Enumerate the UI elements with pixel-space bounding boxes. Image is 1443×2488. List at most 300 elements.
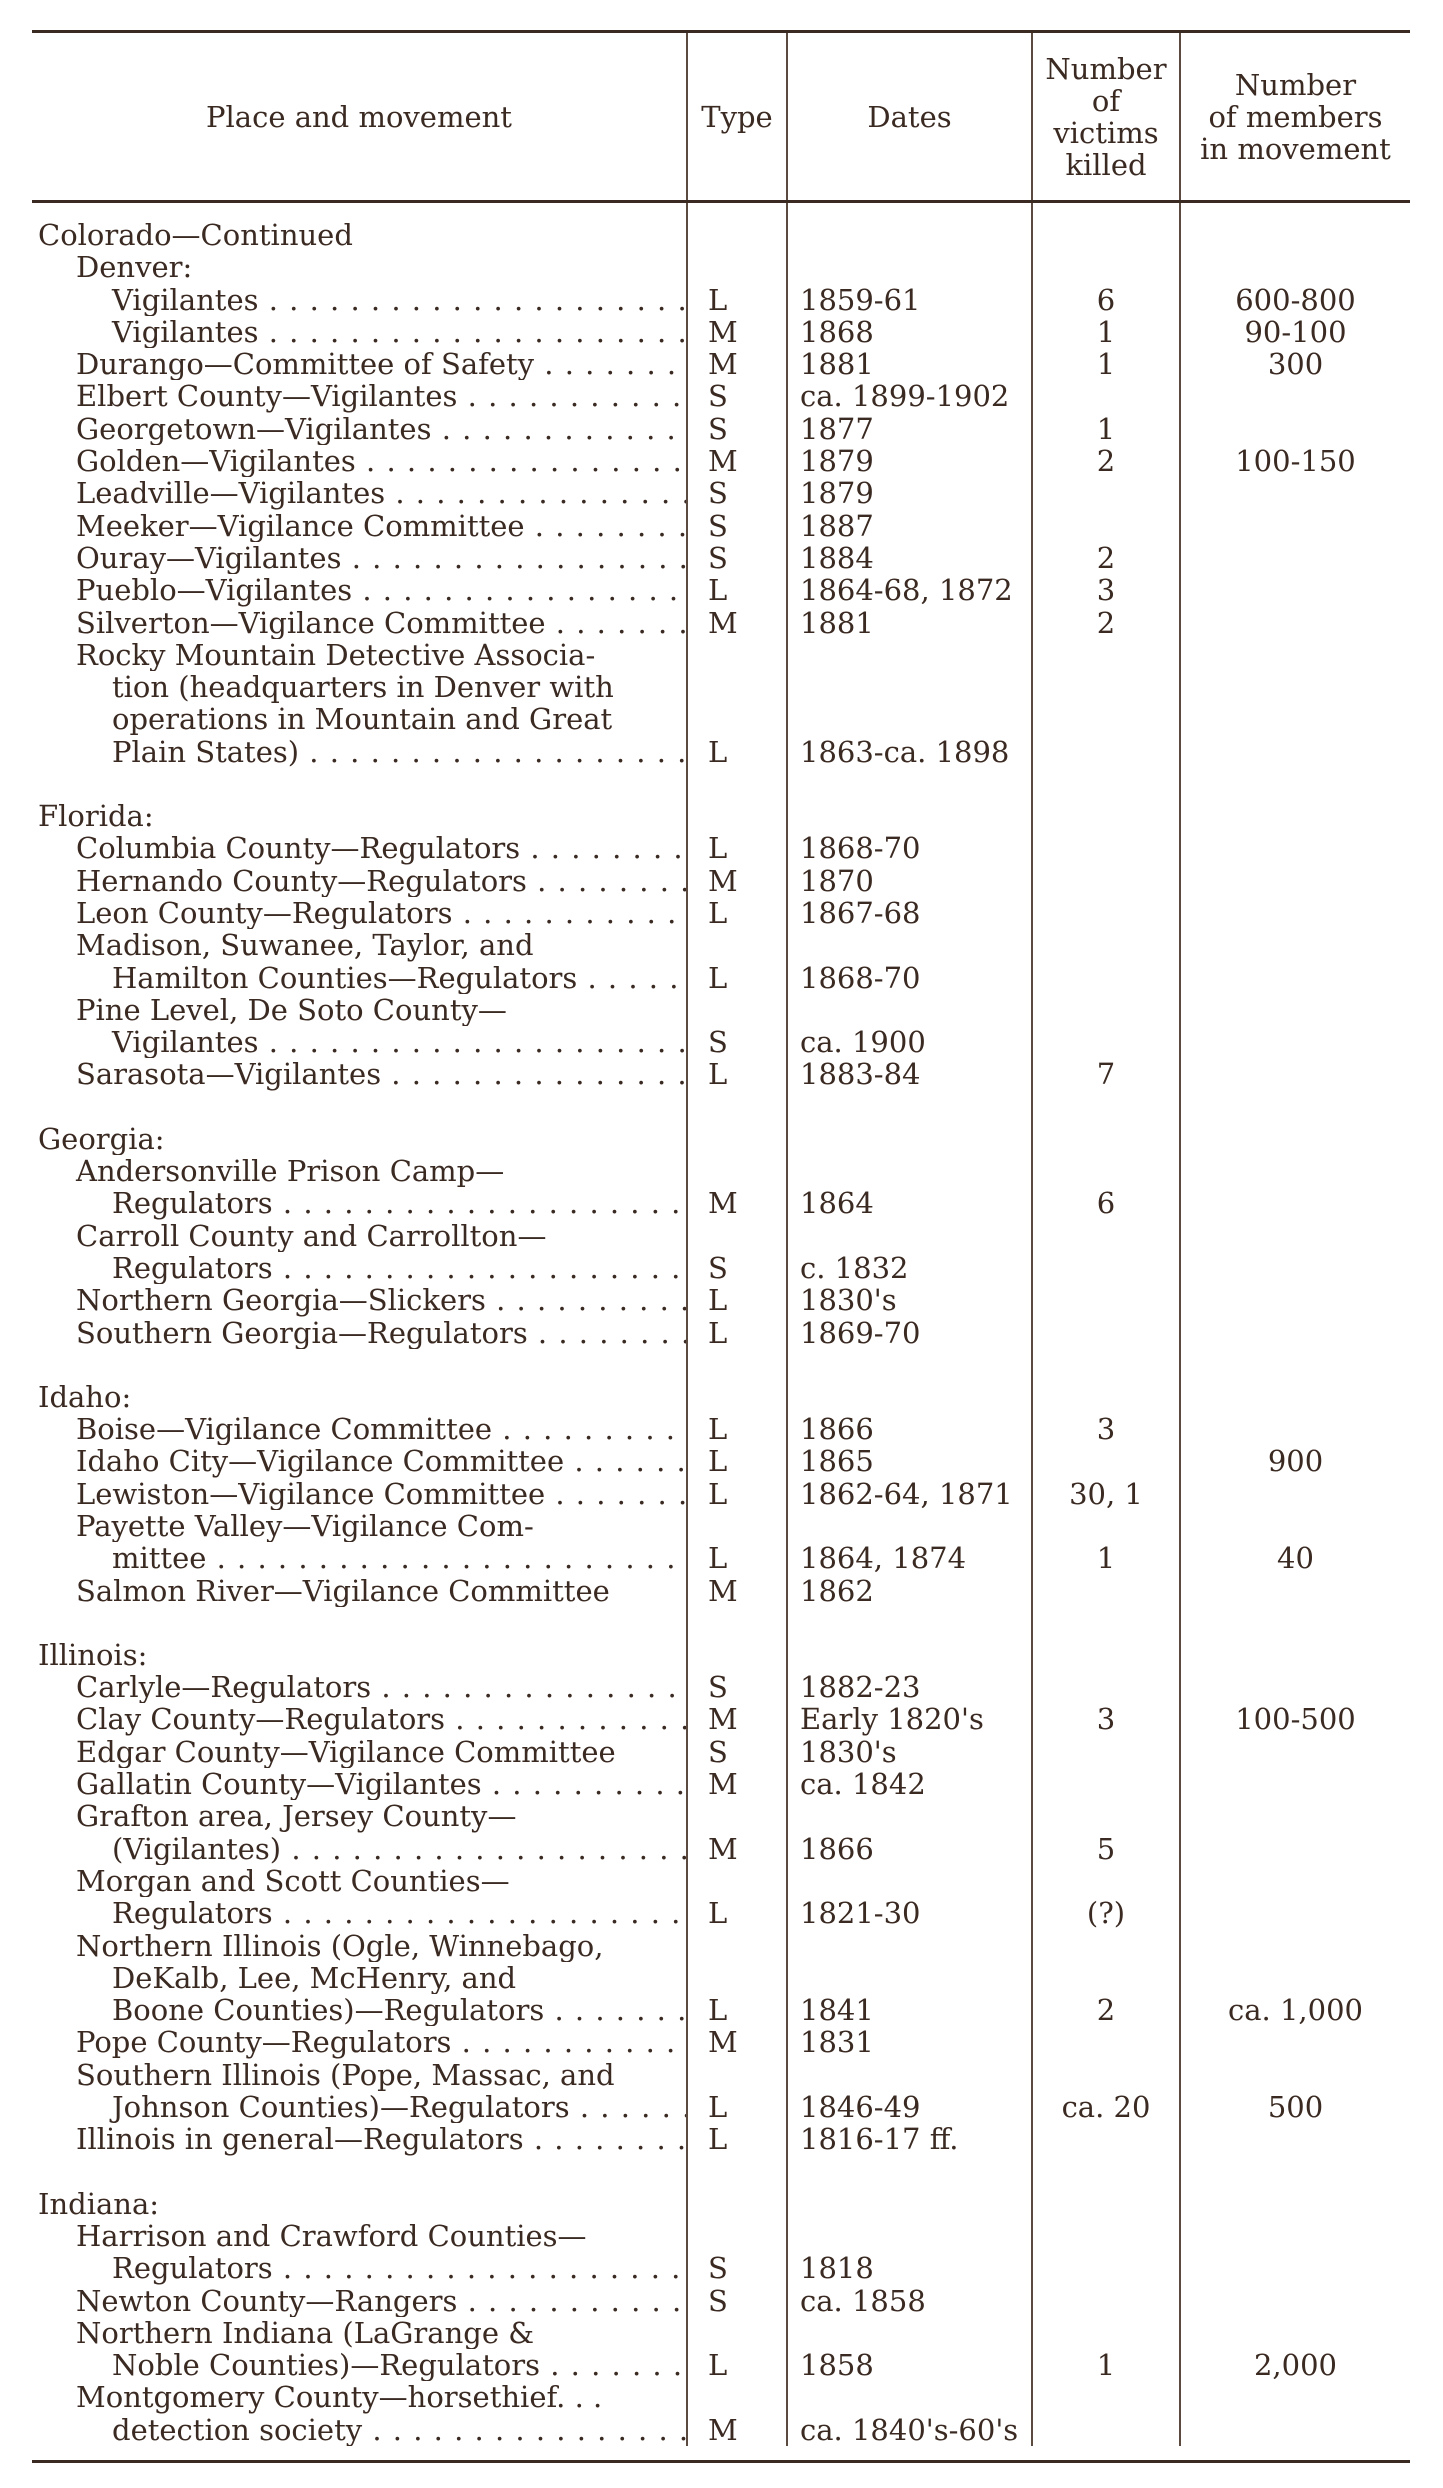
type-cell: [687, 1768, 787, 1800]
type-cell: [687, 1381, 787, 1413]
members-cell-text: 40: [1277, 1541, 1314, 1576]
members-cell: [1180, 736, 1410, 768]
victims-cell: [1032, 2091, 1180, 2123]
type-cell: [687, 1703, 787, 1735]
type-cell: [687, 962, 787, 994]
header-victims-line: Number: [1045, 51, 1167, 86]
type-cell-text: M: [708, 347, 738, 382]
victims-cell: [1032, 962, 1180, 994]
type-cell-text: M: [708, 863, 738, 898]
place-cell: [32, 1349, 687, 1381]
table-row: [32, 251, 1410, 283]
dates-cell-text: 1841: [800, 1993, 874, 2028]
section-gap: [32, 1091, 1410, 1123]
type-cell: [687, 1736, 787, 1768]
members-cell: [1180, 1833, 1410, 1865]
dates-cell: [787, 1349, 1032, 1381]
victims-cell: [1032, 994, 1180, 1026]
type-cell-text: L: [708, 2122, 728, 2157]
state-heading-row: [32, 1381, 1410, 1413]
victims-cell: [1032, 1510, 1180, 1542]
victims-cell-text: 3: [1096, 1702, 1116, 1737]
place-cell-text: Hernando County—Regulators . . .: [76, 865, 687, 897]
type-cell-text: L: [708, 2348, 728, 2383]
dates-cell: [787, 768, 1032, 800]
type-cell: [687, 703, 787, 735]
type-cell: [687, 1542, 787, 1574]
type-cell: [687, 2059, 787, 2091]
members-cell: [1180, 2188, 1410, 2220]
place-cell: [32, 1220, 687, 1252]
table-row: [32, 703, 1410, 735]
members-cell: [1180, 1865, 1410, 1897]
type-cell-text: S: [708, 2283, 728, 2318]
victims-cell: [1032, 1575, 1180, 1607]
place-cell-text: Clay County—Regulators . . .: [76, 1703, 687, 1735]
table-row: [32, 607, 1410, 639]
dates-cell-text: 1864, 1874: [800, 1541, 967, 1576]
dates-cell: [787, 1639, 1032, 1671]
victims-cell-text: 6: [1096, 1186, 1116, 1221]
victims-cell: [1032, 2188, 1180, 2220]
members-cell: [1180, 1542, 1410, 1574]
members-cell: [1180, 1962, 1410, 1994]
place-cell: [32, 380, 687, 412]
state-name: [32, 219, 687, 251]
table-row: [32, 1155, 1410, 1187]
header-place-and-movement: Place and movement: [32, 32, 687, 202]
members-cell-text: 300: [1267, 347, 1324, 382]
victims-cell: [1032, 1284, 1180, 1316]
members-cell: [1180, 2059, 1410, 2091]
place-cell-text: Vigilantes . . .: [112, 316, 687, 348]
victims-cell: [1032, 832, 1180, 864]
victims-cell: [1032, 2026, 1180, 2058]
type-cell: [687, 1607, 787, 1639]
table-row: [32, 2414, 1410, 2446]
type-cell-text: L: [708, 734, 728, 769]
members-cell: [1180, 2123, 1410, 2155]
place-cell-text: Lewiston—Vigilance Committee . . .: [76, 1478, 687, 1510]
victims-cell: [1032, 897, 1180, 929]
table-row: [32, 1317, 1410, 1349]
victims-cell: [1032, 1865, 1180, 1897]
victims-cell: [1032, 284, 1180, 316]
place-cell: [32, 1026, 687, 1058]
victims-cell: [1032, 2059, 1180, 2091]
members-cell: [1180, 316, 1410, 348]
type-cell: [687, 2285, 787, 2317]
dates-cell-text: 1830's: [800, 1283, 897, 1318]
header-members-line: in movement: [1200, 131, 1391, 166]
dates-cell: [787, 510, 1032, 542]
members-cell: [1180, 2414, 1410, 2446]
table-row: [32, 2349, 1410, 2381]
type-cell-text: S: [708, 540, 728, 575]
place-cell: [32, 1607, 687, 1639]
place-cell-text: Southern Georgia—Regulators . . .: [76, 1317, 687, 1349]
header-victims-line: killed: [1065, 147, 1147, 182]
victims-cell: [1032, 1800, 1180, 1832]
dates-cell-text: 1866: [800, 1831, 874, 1866]
vigilante-movements-table: [32, 30, 1410, 2463]
table-row: [32, 994, 1410, 1026]
dates-cell: [787, 994, 1032, 1026]
state-heading-row: [32, 800, 1410, 832]
dates-cell: [787, 1800, 1032, 1832]
victims-cell: [1032, 1736, 1180, 1768]
state-name: [32, 2188, 687, 2220]
victims-cell: [1032, 1930, 1180, 1962]
table-row: [32, 2252, 1410, 2284]
type-cell-text: L: [708, 1412, 728, 1447]
victims-cell: [1032, 413, 1180, 445]
type-cell-text: S: [708, 508, 728, 543]
place-cell-text: operations in Mountain and Great: [112, 703, 613, 736]
place-cell: [32, 510, 687, 542]
dates-cell: [787, 1220, 1032, 1252]
dates-cell: [787, 1768, 1032, 1800]
table-row: [32, 2059, 1410, 2091]
members-cell: [1180, 929, 1410, 961]
state-heading-row: [32, 2188, 1410, 2220]
type-cell: [687, 1155, 787, 1187]
members-cell: [1180, 1026, 1410, 1058]
type-cell-text: S: [708, 1734, 728, 1769]
table-row: [32, 316, 1410, 348]
dates-cell: [787, 2188, 1032, 2220]
members-cell: [1180, 1671, 1410, 1703]
header-members-in-movement: [1180, 32, 1410, 202]
type-cell: [687, 639, 787, 671]
members-cell: [1180, 1575, 1410, 1607]
dates-cell-text: 1864-68, 1872: [800, 573, 1013, 608]
place-cell: [32, 1155, 687, 1187]
type-cell: [687, 380, 787, 412]
dates-cell-text: 1864: [800, 1186, 874, 1221]
type-cell-text: L: [708, 1896, 728, 1931]
victims-cell-text: 5: [1096, 1831, 1116, 1866]
place-cell: [32, 1800, 687, 1832]
table-body: [32, 202, 1410, 2447]
type-cell-text: M: [708, 2025, 738, 2060]
victims-cell: [1032, 2156, 1180, 2188]
dates-cell-text: Early 1820's: [800, 1702, 984, 1737]
place-cell: [32, 2252, 687, 2284]
place-cell: [32, 2349, 687, 2381]
dates-cell: [787, 897, 1032, 929]
type-cell: [687, 1349, 787, 1381]
dates-cell: [787, 2317, 1032, 2349]
dates-cell: [787, 2414, 1032, 2446]
members-cell: [1180, 865, 1410, 897]
dates-cell: [787, 380, 1032, 412]
victims-cell: [1032, 1542, 1180, 1574]
dates-cell-text: 1862: [800, 1573, 874, 1608]
dates-cell-text: 1881: [800, 347, 874, 382]
victims-cell: [1032, 380, 1180, 412]
victims-cell: [1032, 219, 1180, 251]
type-cell-text: L: [708, 1315, 728, 1350]
members-cell: [1180, 477, 1410, 509]
members-cell-text: 600-800: [1235, 282, 1356, 317]
table-row: [32, 413, 1410, 445]
place-cell: [32, 832, 687, 864]
place-cell: [32, 1542, 687, 1574]
members-cell-text: 90-100: [1244, 314, 1347, 349]
dates-cell: [787, 929, 1032, 961]
victims-cell: [1032, 251, 1180, 283]
members-cell-text: ca. 1,000: [1228, 1993, 1363, 2028]
table-row: [32, 1930, 1410, 1962]
members-cell: [1180, 832, 1410, 864]
dates-cell-text: 1865: [800, 1444, 874, 1479]
type-cell: [687, 2026, 787, 2058]
place-cell-text: Regulators . . .: [112, 1252, 687, 1284]
dates-cell: [787, 1703, 1032, 1735]
type-cell-text: S: [708, 1250, 728, 1285]
place-cell-text: Boone Counties)—Regulators . . .: [112, 1994, 687, 2026]
type-cell: [687, 929, 787, 961]
victims-cell-text: 1: [1096, 314, 1116, 349]
table-row: [32, 1671, 1410, 1703]
victims-cell: [1032, 348, 1180, 380]
table-row: [32, 1800, 1410, 1832]
victims-cell-text: 2: [1096, 1993, 1116, 2028]
table-row: [32, 865, 1410, 897]
header-members-line: Number: [1234, 67, 1357, 102]
dates-cell-text: ca. 1900: [800, 1025, 926, 1060]
place-cell: [32, 251, 687, 283]
victims-cell-text: 2: [1096, 605, 1116, 640]
place-cell-text: Pope County—Regulators . . .: [76, 2026, 687, 2058]
place-cell: [32, 1187, 687, 1219]
table-row: [32, 1284, 1410, 1316]
dates-cell: [787, 962, 1032, 994]
type-cell-text: L: [708, 2090, 728, 2125]
dates-cell-text: 1858: [800, 2348, 874, 2383]
place-cell-text: Silverton—Vigilance Committee . . .: [76, 607, 687, 639]
dates-cell: [787, 1058, 1032, 1090]
place-cell: [32, 768, 687, 800]
place-cell: [32, 1833, 687, 1865]
state-name-text: Indiana:: [38, 2187, 159, 2220]
victims-cell-text: 1: [1096, 347, 1116, 382]
dates-cell: [787, 1123, 1032, 1155]
header-dates: Dates: [787, 32, 1032, 202]
victims-cell: [1032, 1187, 1180, 1219]
dates-cell: [787, 1833, 1032, 1865]
type-cell: [687, 865, 787, 897]
members-cell: [1180, 671, 1410, 703]
members-cell: [1180, 2317, 1410, 2349]
type-cell: [687, 1123, 787, 1155]
table-row: [32, 1833, 1410, 1865]
table-row: [32, 929, 1410, 961]
type-cell: [687, 2349, 787, 2381]
victims-cell-text: ca. 20: [1061, 2090, 1151, 2125]
dates-cell: [787, 2252, 1032, 2284]
dates-cell: [787, 574, 1032, 606]
table-row: [32, 1058, 1410, 1090]
dates-cell: [787, 800, 1032, 832]
dates-cell: [787, 607, 1032, 639]
victims-cell: [1032, 2381, 1180, 2413]
header-type: Type: [687, 32, 787, 202]
type-cell: [687, 832, 787, 864]
place-cell: [32, 1284, 687, 1316]
table-row: [32, 380, 1410, 412]
victims-cell: [1032, 1897, 1180, 1929]
dates-cell: [787, 1252, 1032, 1284]
members-cell: [1180, 574, 1410, 606]
place-cell-text: Vigilantes . . .: [112, 284, 687, 316]
table-row: [32, 348, 1410, 380]
place-cell: [32, 1252, 687, 1284]
victims-cell: [1032, 1445, 1180, 1477]
table-row: [32, 1026, 1410, 1058]
type-cell: [687, 1962, 787, 1994]
dates-cell: [787, 1671, 1032, 1703]
place-cell-text: Salmon River—Vigilance Committee: [76, 1574, 610, 1607]
dates-cell-text: 1859-61: [800, 282, 921, 317]
place-cell-text: Morgan and Scott Counties—: [76, 1864, 510, 1898]
members-cell: [1180, 1445, 1410, 1477]
type-cell: [687, 284, 787, 316]
victims-cell-text: 7: [1096, 1057, 1116, 1092]
victims-cell: [1032, 639, 1180, 671]
type-cell: [687, 1413, 787, 1445]
header-victims-line: of: [1091, 83, 1121, 118]
victims-cell: [1032, 1994, 1180, 2026]
place-cell-text: Regulators . . .: [112, 1897, 687, 1929]
victims-cell: [1032, 1413, 1180, 1445]
dates-cell-text: 1867-68: [800, 895, 921, 930]
place-cell-text: Leadville—Vigilantes . . .: [76, 477, 687, 509]
type-cell-text: L: [708, 1476, 728, 1511]
dates-cell: [787, 1575, 1032, 1607]
victims-cell: [1032, 445, 1180, 477]
place-cell-text: Newton County—Rangers . . .: [76, 2285, 687, 2317]
type-cell: [687, 2414, 787, 2446]
type-cell: [687, 2381, 787, 2413]
members-cell: [1180, 2156, 1410, 2188]
type-cell: [687, 2317, 787, 2349]
type-cell: [687, 1930, 787, 1962]
victims-cell: [1032, 2123, 1180, 2155]
dates-cell: [787, 2091, 1032, 2123]
place-cell: [32, 477, 687, 509]
place-cell: [32, 994, 687, 1026]
table-row: [32, 2026, 1410, 2058]
place-cell: [32, 1091, 687, 1123]
place-cell: [32, 1897, 687, 1929]
members-cell: [1180, 1091, 1410, 1123]
place-cell: [32, 413, 687, 445]
place-cell-text: Southern Illinois (Pope, Massac, and: [76, 2058, 615, 2092]
dates-cell: [787, 736, 1032, 768]
type-cell: [687, 671, 787, 703]
place-cell: [32, 736, 687, 768]
victims-cell: [1032, 1317, 1180, 1349]
members-cell: [1180, 2285, 1410, 2317]
place-cell-text: Meeker—Vigilance Committee . . .: [76, 510, 687, 542]
members-cell-text: 100-150: [1235, 444, 1356, 479]
type-cell-text: M: [708, 1186, 738, 1221]
type-cell-text: S: [708, 1025, 728, 1060]
victims-cell: [1032, 1381, 1180, 1413]
victims-cell-text: 2: [1096, 540, 1116, 575]
table-row: [32, 1897, 1410, 1929]
place-cell-text: Payette Valley—Vigilance Com-: [76, 1509, 534, 1543]
place-cell: [32, 1994, 687, 2026]
dates-cell-text: 1883-84: [800, 1057, 921, 1092]
members-cell: [1180, 1897, 1410, 1929]
type-cell: [687, 2091, 787, 2123]
members-cell: [1180, 1058, 1410, 1090]
table-row: [32, 1542, 1410, 1574]
victims-cell: [1032, 510, 1180, 542]
table-row: [32, 2123, 1410, 2155]
members-cell: [1180, 1155, 1410, 1187]
place-cell-text: DeKalb, Lee, McHenry, and: [112, 1961, 517, 1995]
victims-cell-text: 3: [1096, 1412, 1116, 1447]
table-row: [32, 445, 1410, 477]
victims-cell-text: 6: [1096, 282, 1116, 317]
dates-cell-text: 1846-49: [800, 2090, 921, 2125]
dates-cell: [787, 1381, 1032, 1413]
dates-cell: [787, 865, 1032, 897]
place-cell-text: Harrison and Crawford Counties—: [76, 2219, 587, 2253]
type-cell-text: S: [708, 1670, 728, 1705]
members-cell: [1180, 542, 1410, 574]
members-cell: [1180, 251, 1410, 283]
members-cell: [1180, 1703, 1410, 1735]
type-cell: [687, 1865, 787, 1897]
dates-cell: [787, 1865, 1032, 1897]
place-cell: [32, 2381, 687, 2413]
place-cell: [32, 1510, 687, 1542]
type-cell: [687, 1833, 787, 1865]
type-cell: [687, 574, 787, 606]
members-cell: [1180, 1478, 1410, 1510]
type-cell: [687, 768, 787, 800]
type-cell-text: S: [708, 476, 728, 511]
place-cell-text: Sarasota—Vigilantes . . .: [76, 1058, 687, 1090]
place-cell-text: (Vigilantes) . . .: [112, 1833, 687, 1865]
members-cell: [1180, 1994, 1410, 2026]
table-row: [32, 477, 1410, 509]
type-cell: [687, 1671, 787, 1703]
place-cell-text: Pine Level, De Soto County—: [76, 993, 507, 1027]
place-cell: [32, 1478, 687, 1510]
place-cell: [32, 2220, 687, 2252]
type-cell: [687, 445, 787, 477]
place-cell-text: Noble Counties)—Regulators . . .: [112, 2349, 687, 2381]
members-cell: [1180, 1284, 1410, 1316]
dates-cell: [787, 2123, 1032, 2155]
type-cell-text: M: [708, 314, 738, 349]
table-row: [32, 1994, 1410, 2026]
type-cell-text: L: [708, 960, 728, 995]
place-cell-text: Illinois in general—Regulators . . .: [76, 2123, 687, 2155]
dates-cell-text: 1868: [800, 314, 874, 349]
members-cell: [1180, 2349, 1410, 2381]
victims-cell: [1032, 671, 1180, 703]
place-cell-text: Columbia County—Regulators . . .: [76, 832, 687, 864]
header-victims-killed: [1032, 32, 1180, 202]
dates-cell: [787, 832, 1032, 864]
